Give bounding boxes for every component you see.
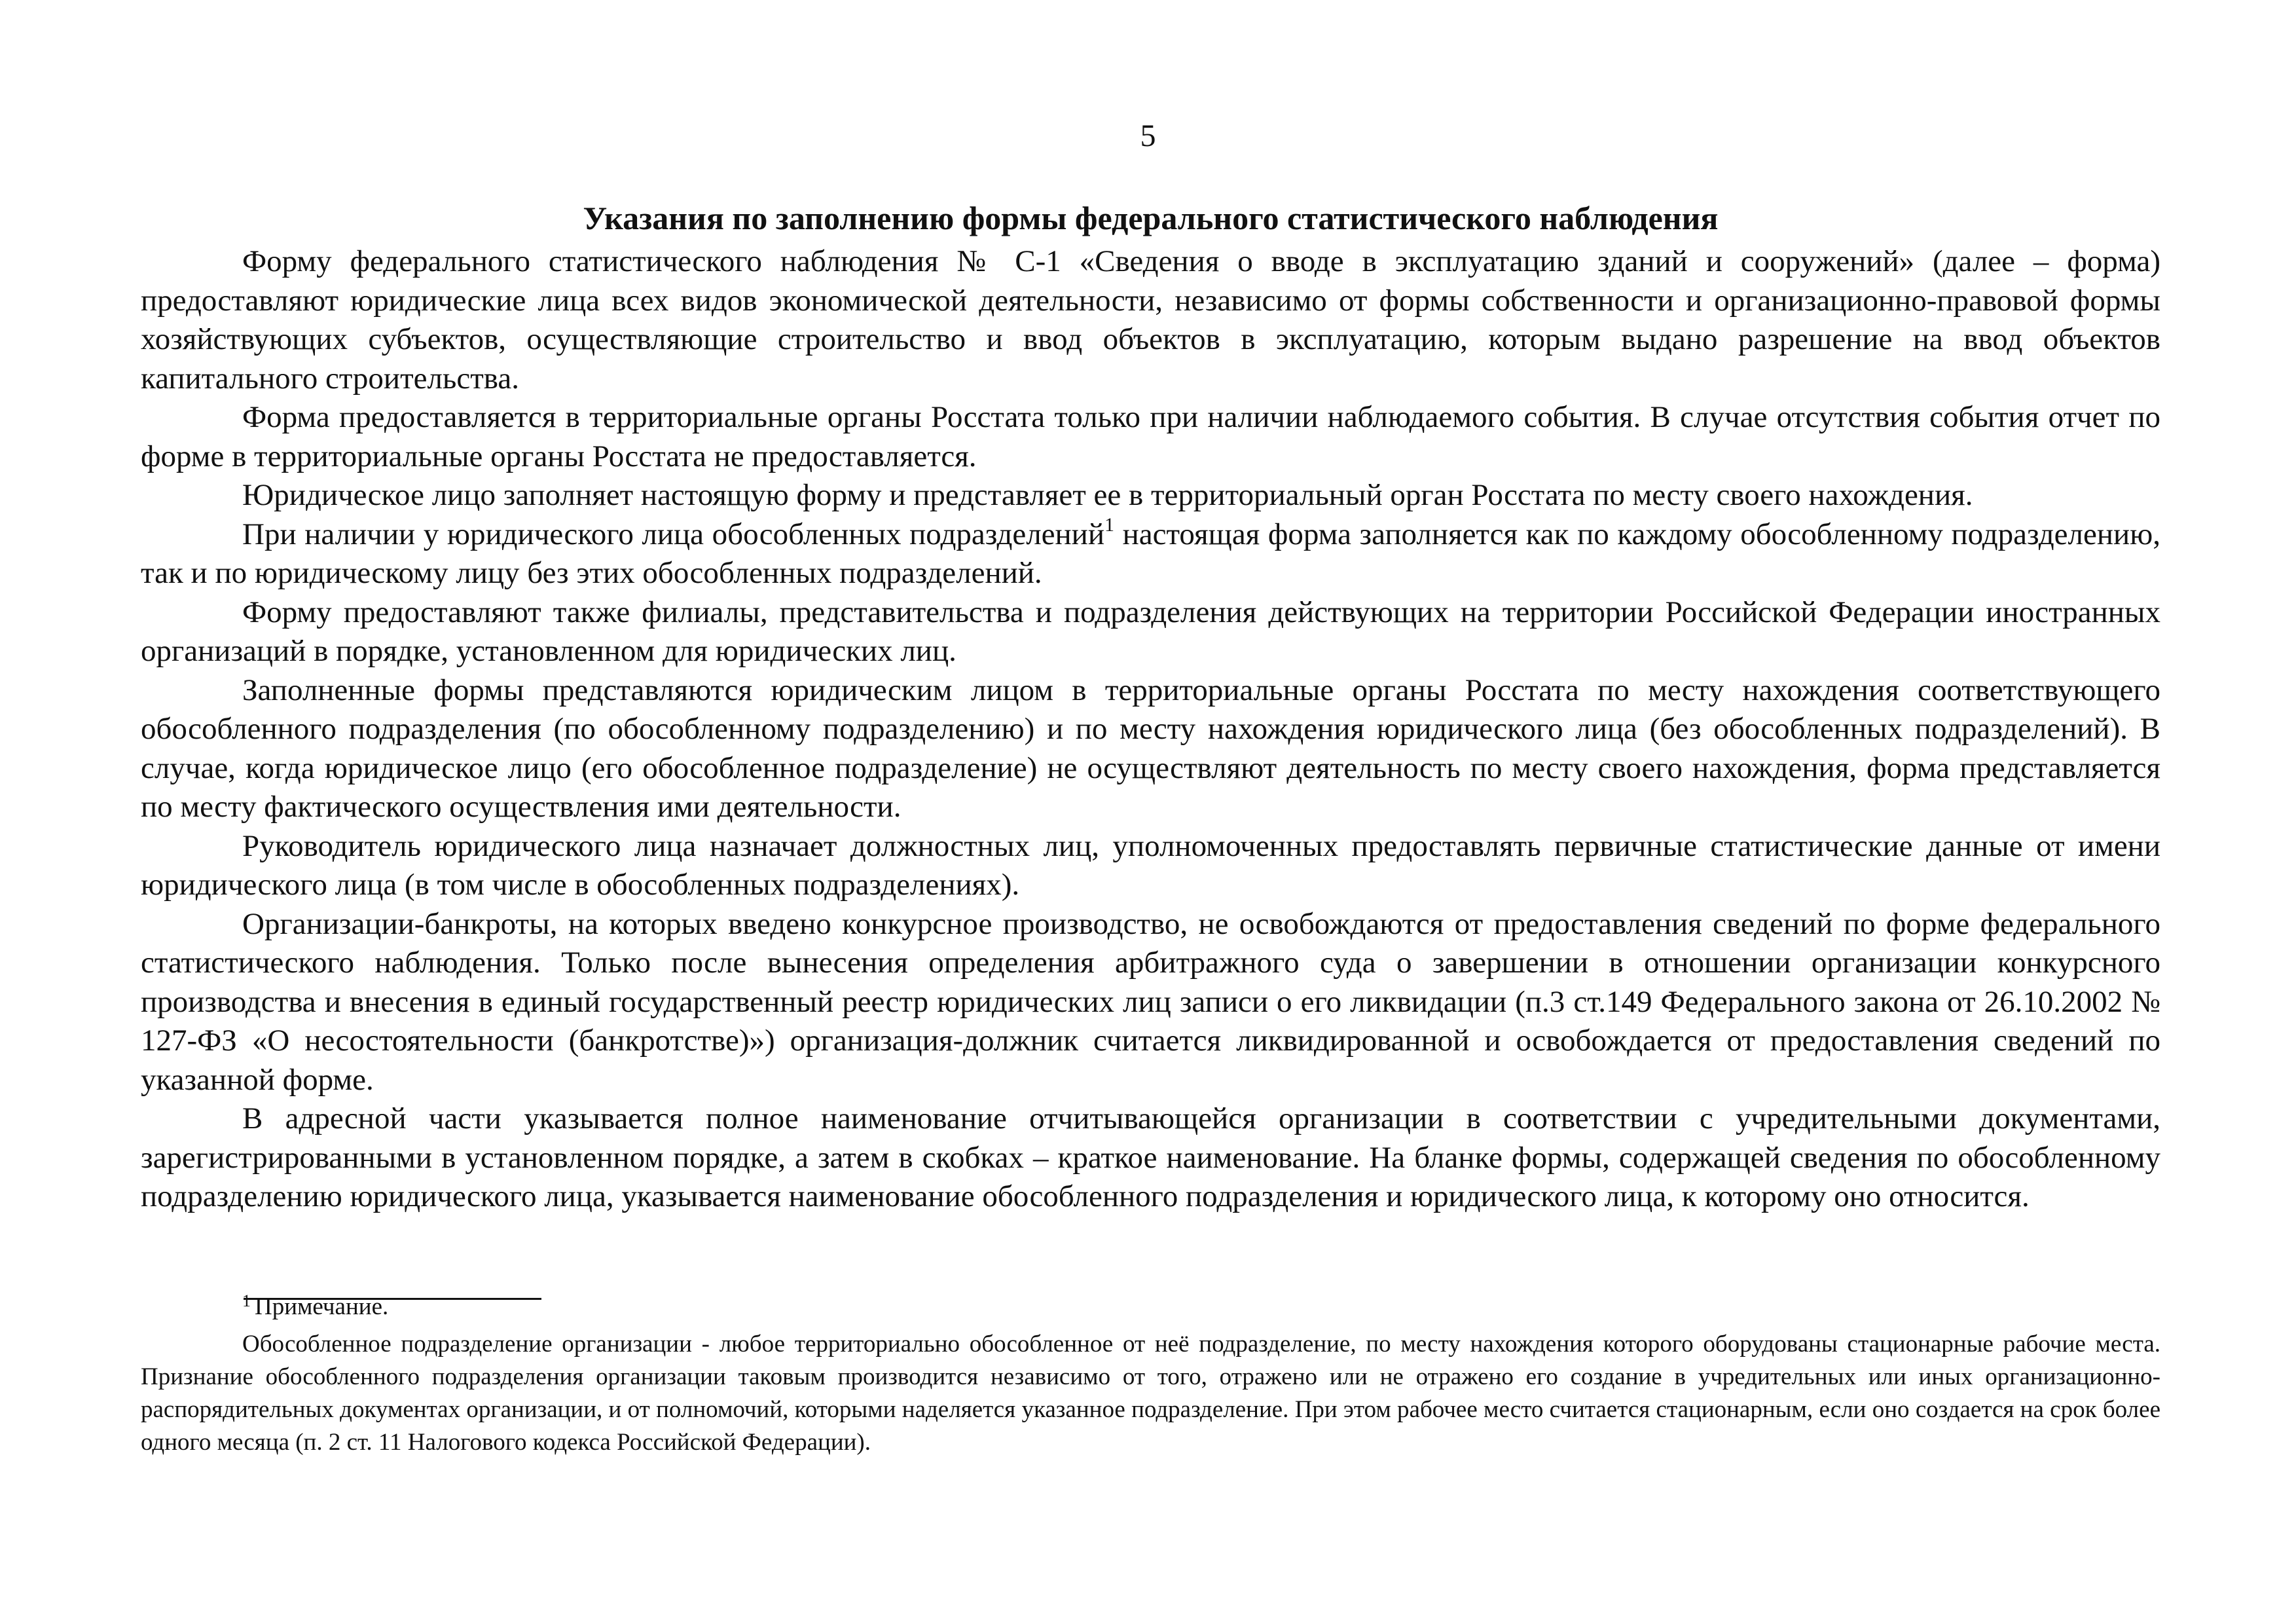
paragraph-subdivisions [141, 515, 2160, 593]
paragraph-subdivisions-text-end: настоящая форма заполняется как по каждому обособленному подразделению, так и по юридическому лицу без этих обособленных подразделений. [141, 517, 2160, 590]
page-number: 5 [1140, 119, 1156, 153]
paragraph-bankrupt-organizations: Организации-банкроты, на которых введено конкурсное производство, не освобождаются от предоставления сведений по форме федерального статистического наблюдения. Только после вынесения определения арбитражного суда о завершении в отношении организации конкурсного производства и внесения в единый государственный реестр юридических лиц записи о его ликвидации (п.3 ст.149 Федерального закона от 26.10.2002 № 127-ФЗ «О несостоятельности (банкротстве)») организация-должник считается ликвидированной и освобождается от предоставления сведений по указанной форме. [141, 906, 2160, 1097]
footnote-label-text: Примечание. [255, 1293, 389, 1320]
footnote-text: Обособленное подразделение организации - любое территориально обособленное от неё подразделение, по месту нахождения которого оборудованы стационарные рабочие места. Признание обособленного подразделения организации таковым производится независимо от того, отражено или не отражено его создание в учредительных или иных организационно-распорядительных документах организации, и от полномочий, которыми наделяется указанное подразделение. При этом рабочее место считается стационарным, если оно создается на срок более одного месяца (п. 2 ст. 11 Налогового кодекса Российской Федерации). [141, 1331, 2160, 1456]
footnote-label [141, 1291, 2160, 1323]
paragraph-form-description: Форму федерального статистического наблюдения № С-1 «Сведения о вводе в эксплуатацию зданий и сооружений» (далее – форма) предоставляют юридические лица всех видов экономической деятельности, независимо от формы собственности и организационно-правовой формы хозяйствующих субъектов, осуществляющие строительство и ввод объектов в эксплуатацию, которым выдано разрешение на ввод объектов капитального строительства. [141, 244, 2160, 396]
footnote-reference[interactable]: 1 [1104, 513, 1114, 536]
paragraph-legal-entity-filing: Юридическое лицо заполняет настоящую форму и представляет ее в территориальный орган Росстата по месту своего нахождения. [242, 478, 1973, 512]
paragraph-subdivisions-text-start: При наличии у юридического лица обособленных подразделений [242, 517, 1104, 551]
paragraph-foreign-organizations: Форму предоставляют также филиалы, представительства и подразделения действующих на территории Российской Федерации иностранных организаций в порядке, установленном для юридических лиц. [141, 595, 2160, 668]
footnote-section [141, 1291, 2160, 1459]
paragraph-responsible-officials: Руководитель юридического лица назначает должностных лиц, уполномоченных предоставлять первичные статистические данные от имени юридического лица (в том числе в обособленных подразделениях). [141, 828, 2160, 902]
paragraph-submission-location: Заполненные формы представляются юридическим лицом в территориальные органы Росстата по месту нахождения соответствующего обособленного подразделения (по обособленному подразделению) и по месту нахождения юридического лица (без обособленных подразделений). В случае, когда юридическое лицо (его обособленное подразделение) не осуществляют деятельность по месту своего нахождения, форма представляется по месту фактического осуществления ими деятельности. [141, 673, 2160, 824]
footnote-mark: 1 [242, 1291, 251, 1310]
paragraph-submission-condition: Форма предоставляется в территориальные органы Росстата только при наличии наблюдаемого события. В случае отсутствия события отчет по форме в территориальные органы Росстата не предоставляется. [141, 400, 2160, 473]
instructions-body [141, 242, 2160, 1217]
paragraph-address-section: В адресной части указывается полное наименование отчитывающейся организации в соответствии с учредительными документами, зарегистрированными в установленном порядке, а затем в скобках – краткое наименование. На бланке формы, содержащей сведения по обособленному подразделению юридического лица, указывается наименование обособленного подразделения и юридического лица, к которому оно относится. [141, 1101, 2160, 1213]
page-title: Указания по заполнению формы федерального статистического наблюдения [583, 200, 1719, 236]
